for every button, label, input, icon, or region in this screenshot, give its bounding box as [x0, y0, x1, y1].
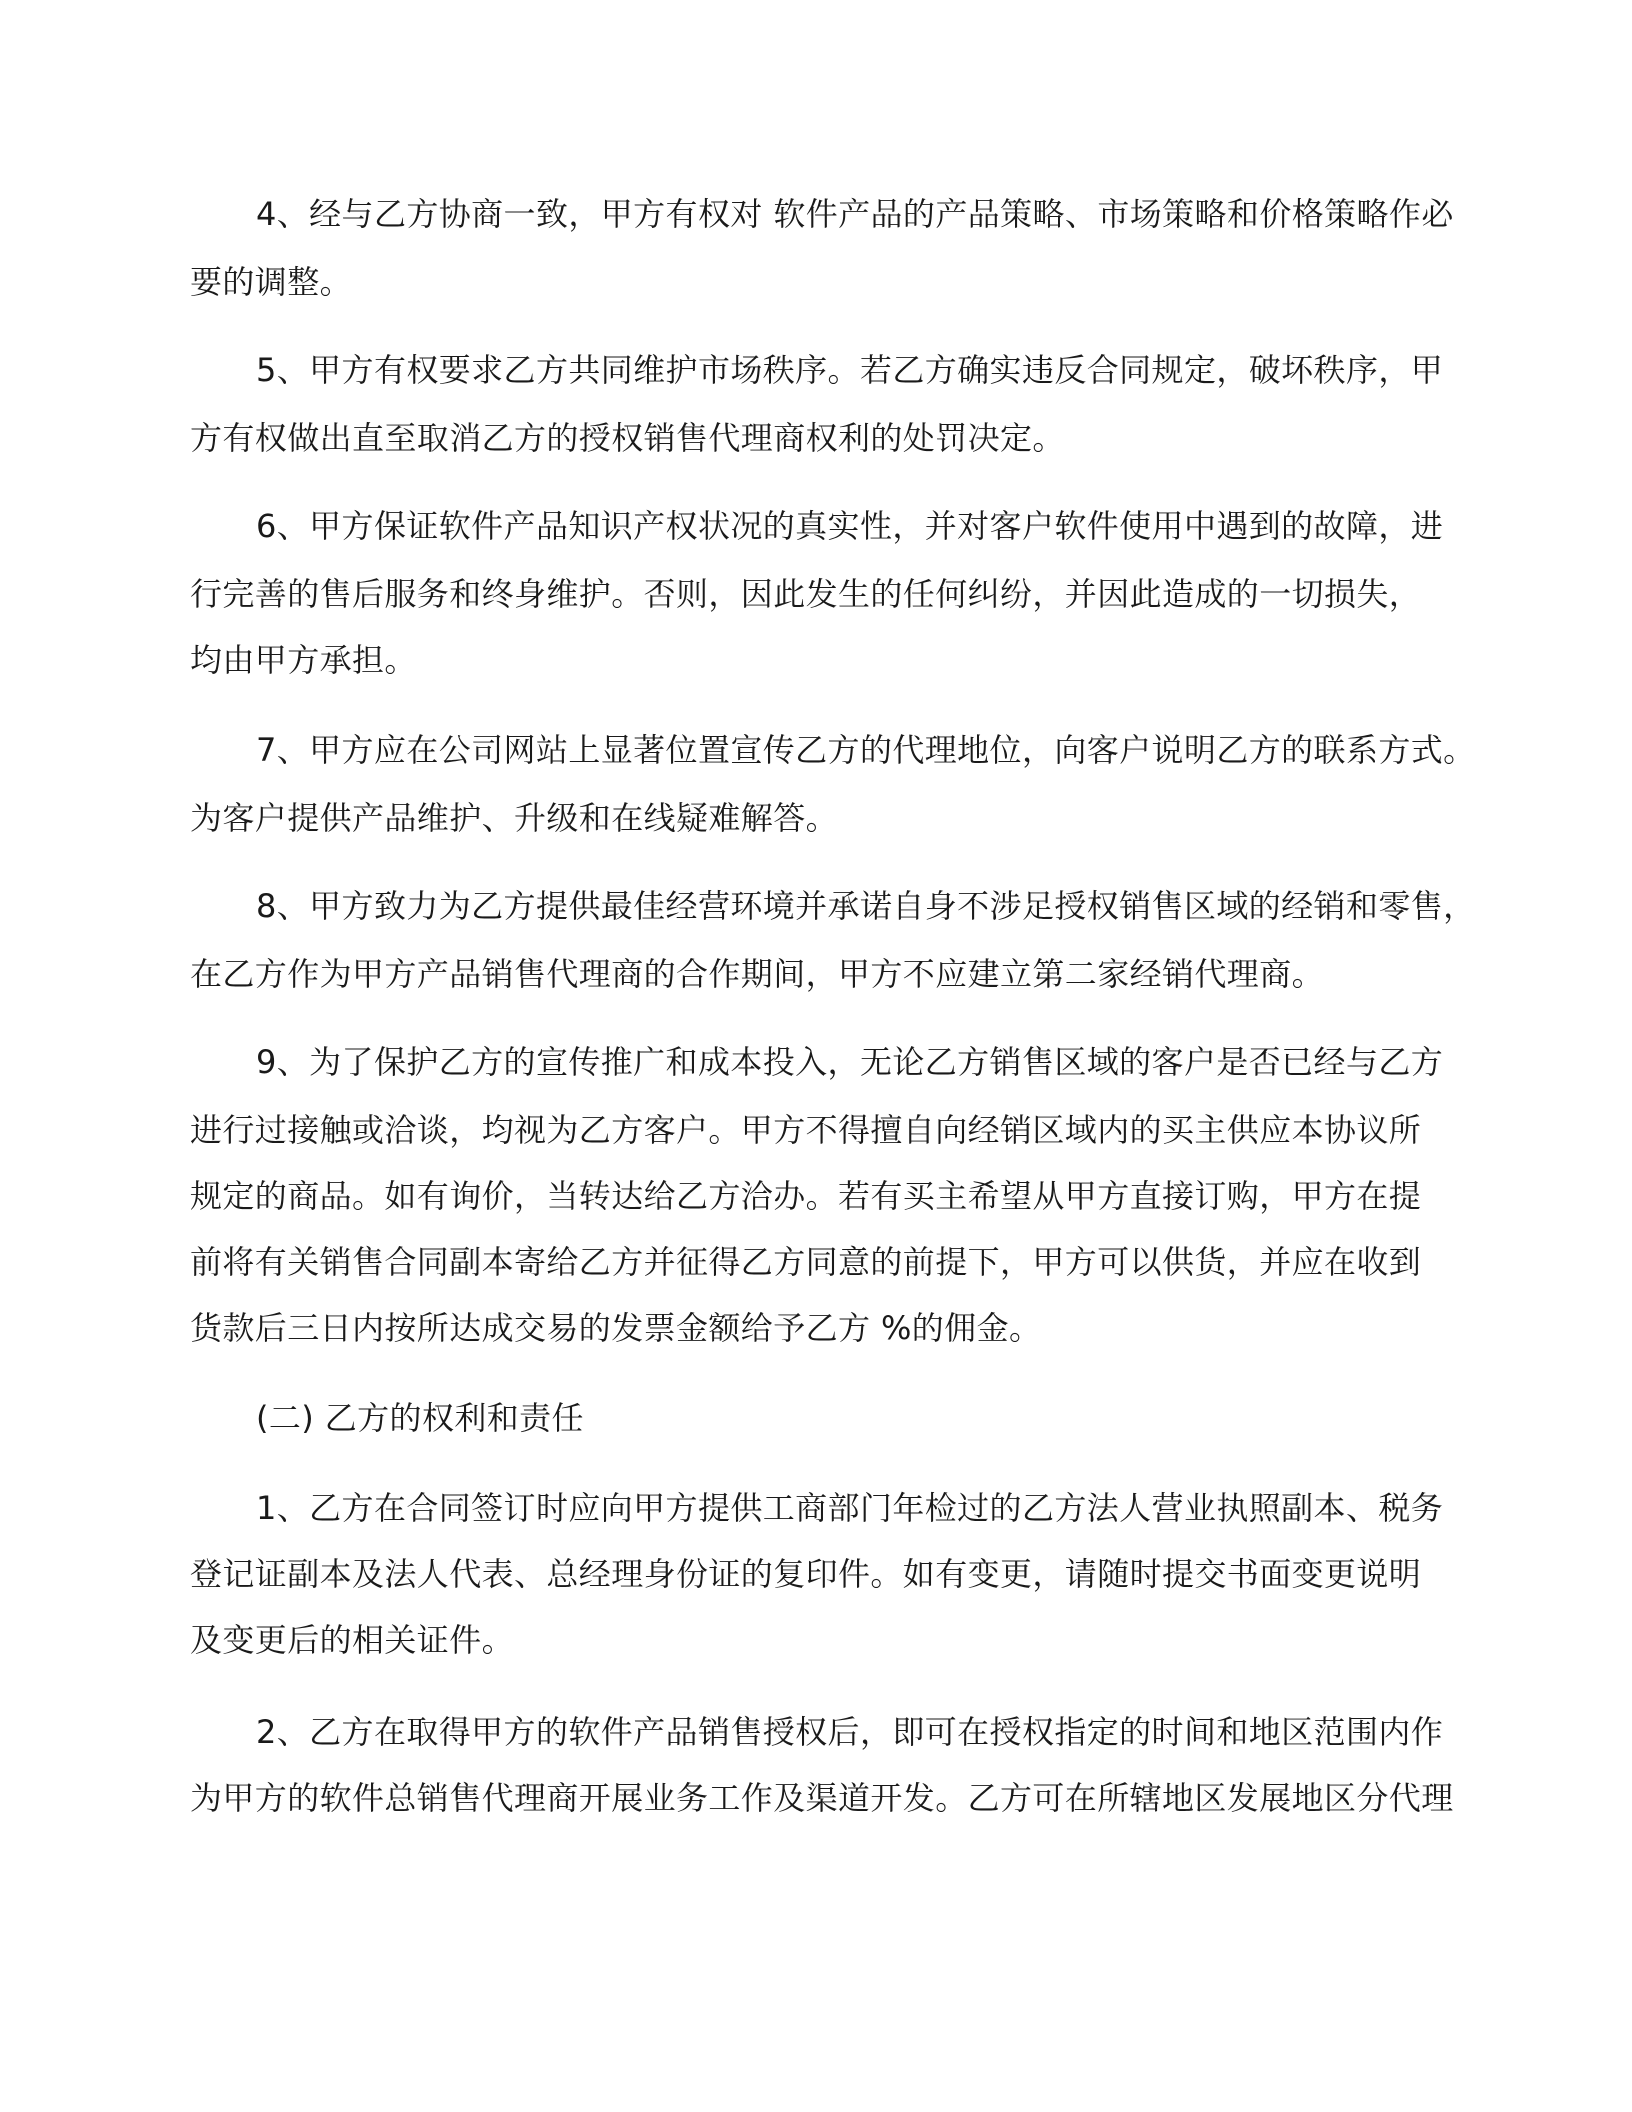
paragraph-6-line-3: 均由甲方承担。 — [190, 641, 417, 679]
paragraph-9-line-5: 货款后三日内按所达成交易的发票金额给予乙方 %的佣金。 — [190, 1309, 1042, 1347]
paragraph-8-line-1: 8、甲方致力为乙方提供最佳经营环境并承诺自身不涉足授权销售区域的经销和零售， — [256, 887, 1476, 925]
paragraph-4-line-1: 4、经与乙方协商一致，甲方有权对 软件产品的产品策略、市场策略和价格策略作必 — [256, 195, 1454, 233]
item-2-line-1: 2、乙方在取得甲方的软件产品销售授权后，即可在授权指定的时间和地区范围内作 — [256, 1713, 1444, 1751]
item-2-line-2: 为甲方的软件总销售代理商开展业务工作及渠道开发。乙方可在所辖地区发展地区分代理 — [190, 1779, 1454, 1817]
item-1-line-1: 1、乙方在合同签订时应向甲方提供工商部门年检过的乙方法人营业执照副本、税务 — [256, 1489, 1444, 1527]
paragraph-9-line-1: 9、为了保护乙方的宣传推广和成本投入，无论乙方销售区域的客户是否已经与乙方 — [256, 1043, 1444, 1081]
paragraph-7-line-1: 7、甲方应在公司网站上显著位置宣传乙方的代理地位，向客户说明乙方的联系方式。 — [256, 731, 1476, 769]
paragraph-5-line-1: 5、甲方有权要求乙方共同维护市场秩序。若乙方确实违反合同规定，破坏秩序，甲 — [256, 351, 1444, 389]
paragraph-9-line-2: 进行过接触或洽谈，均视为乙方客户。甲方不得擅自向经销区域内的买主供应本协议所 — [190, 1111, 1422, 1149]
paragraph-5-line-2: 方有权做出直至取消乙方的授权销售代理商权利的处罚决定。 — [190, 419, 1065, 457]
paragraph-6-line-2: 行完善的售后服务和终身维护。否则，因此发生的任何纠纷，并因此造成的一切损失， — [190, 575, 1422, 613]
item-1-line-2: 登记证副本及法人代表、总经理身份证的复印件。如有变更，请随时提交书面变更说明 — [190, 1555, 1422, 1593]
paragraph-9-line-4: 前将有关销售合同副本寄给乙方并征得乙方同意的前提下，甲方可以供货，并应在收到 — [190, 1243, 1422, 1281]
section-heading: (二) 乙方的权利和责任 — [256, 1399, 584, 1437]
paragraph-7-line-2: 为客户提供产品维护、升级和在线疑难解答。 — [190, 799, 839, 837]
paragraph-4-line-2: 要的调整。 — [190, 263, 353, 301]
paragraph-8-line-2: 在乙方作为甲方产品销售代理商的合作期间，甲方不应建立第二家经销代理商。 — [190, 955, 1325, 993]
paragraph-9-line-3: 规定的商品。如有询价，当转达给乙方洽办。若有买主希望从甲方直接订购，甲方在提 — [190, 1177, 1422, 1215]
item-1-line-3: 及变更后的相关证件。 — [190, 1621, 515, 1659]
paragraph-6-line-1: 6、甲方保证软件产品知识产权状况的真实性，并对客户软件使用中遇到的故障，进 — [256, 507, 1444, 545]
